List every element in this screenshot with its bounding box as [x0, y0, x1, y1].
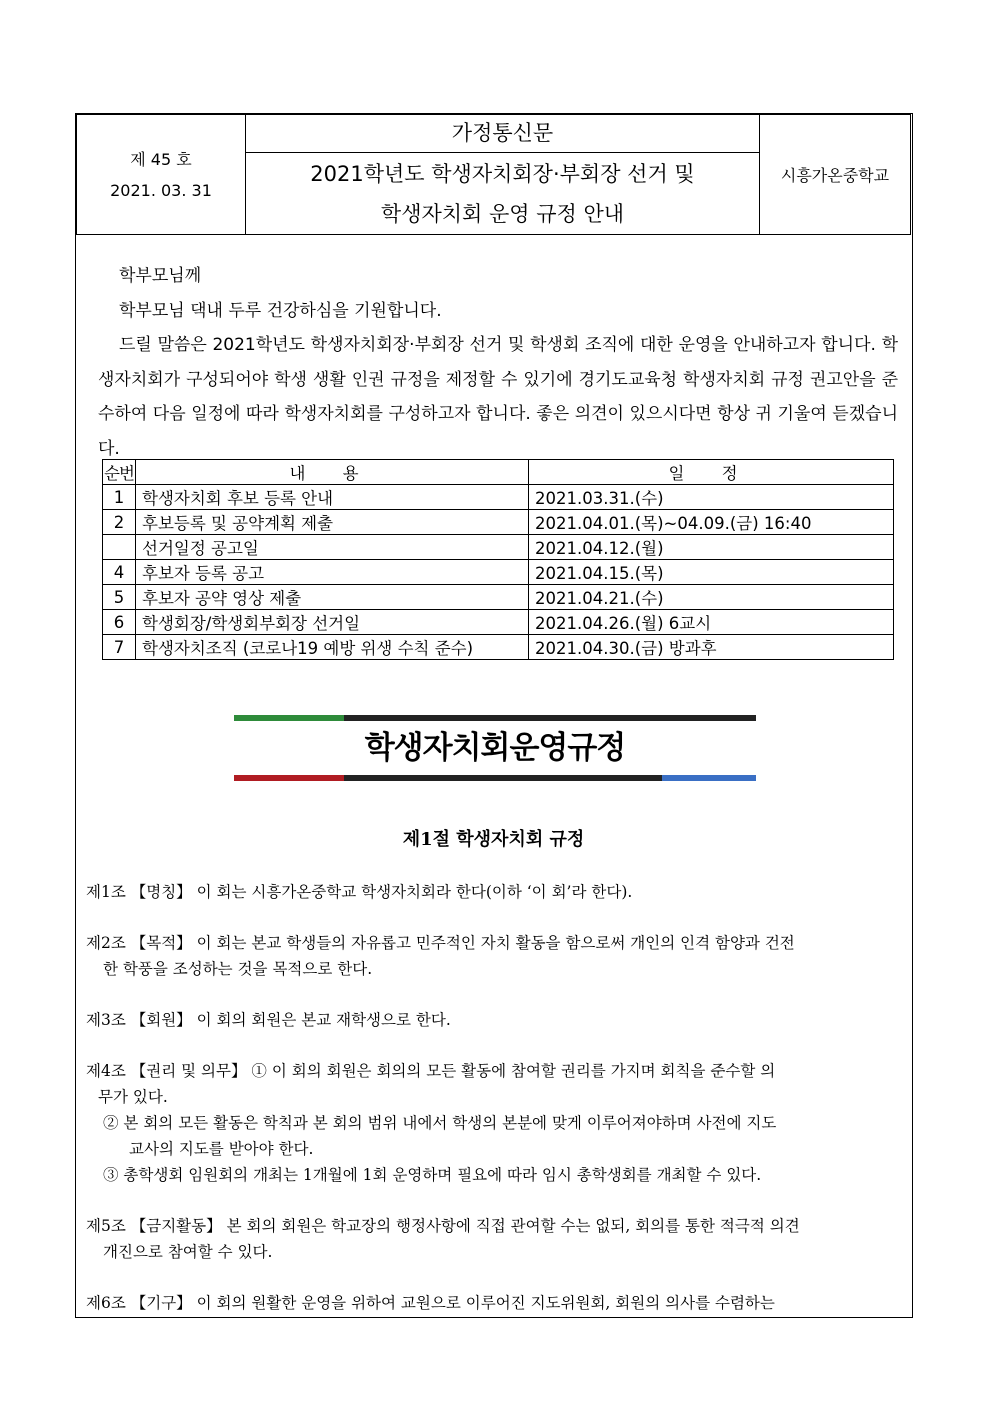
- article-4-item-2: ② 본 회의 모든 활동은 학칙과 본 회의 범위 내에서 학생의 본분에 맞게 이루어져야하며 사전에 지도: [103, 1114, 777, 1132]
- article-head: 제2조 【목적】: [86, 934, 192, 952]
- salutation: 학부모님께: [119, 266, 202, 286]
- row-content: 학생회장/학생회부회장 선거일: [136, 610, 529, 635]
- row-content: 후보자 등록 공고: [136, 560, 529, 585]
- article-4-item-3: ③ 총학생회 임원회의 개최는 1개월에 1회 운영하며 필요에 따라 임시 총학생회를 개최할 수 있다.: [103, 1166, 762, 1184]
- row-date: 2021.04.15.(목): [529, 560, 894, 585]
- schedule-row: [103, 560, 894, 585]
- title-cell: [246, 115, 760, 235]
- article-3: 제3조 【회원】 이 회의 회원은 본교 재학생으로 한다.: [86, 1011, 451, 1029]
- article-1: 제1조 【명칭】 이 회는 시흥가온중학교 학생자치회라 한다(이하 ‘이 회’라 한다).: [86, 883, 633, 901]
- row-date: 2021.04.21.(수): [529, 585, 894, 610]
- row-content: 후보등록 및 공약계획 제출: [136, 510, 529, 535]
- schedule-row: [103, 510, 894, 535]
- schedule-row: [103, 585, 894, 610]
- row-content: 학생자치회 후보 등록 안내: [136, 485, 529, 510]
- article-head: 제3조 【회원】: [86, 1011, 192, 1029]
- article-2: 제2조 【목적】 이 회는 본교 학생들의 자유롭고 민주적인 자치 활동을 함으로써 개인의 인격 함양과 건전 한 학풍을 조성하는 것을 목적으로 한다.: [86, 934, 795, 978]
- article-6: 제6조 【기구】 이 회의 원활한 운영을 위하여 교원으로 이루어진 지도위원회, 회원의 의사를 수렴하는: [86, 1294, 775, 1312]
- newsletter-header: [76, 114, 911, 235]
- header-no: 순번: [103, 460, 136, 485]
- header-content: 내 용: [136, 460, 529, 485]
- letter-body: [98, 259, 898, 466]
- page-frame: [75, 113, 913, 1318]
- rules-banner: [234, 715, 756, 781]
- row-no: 6: [103, 610, 136, 635]
- article-4: 제4조 【권리 및 의무】 ① 이 회의 회원은 회의의 모든 활동에 참여할 권리를 가지며 회칙을 준수할 의 무가 있다. ② 본 회의 모든 활동은 학칙과 본 회의 범위 내에서 학생의 본분에 맞게 이루어져야하며 사전에 지도 교사의 지도를 받아야 한다. ③ 총학생회 임원회의 개최는 1개월에 1회 운영하며 필요에 따라 임시 총학생회를 개최할 수 있다.: [86, 1058, 904, 1188]
- issue-cell: [77, 115, 246, 235]
- school-name: 시흥가온중학교: [760, 115, 911, 235]
- newsletter-subtitle: [246, 153, 759, 234]
- banner-title: 학생자치회운영규정: [364, 730, 626, 766]
- header-date: 일 정: [529, 460, 894, 485]
- issue-date: 2021. 03. 31: [110, 180, 212, 200]
- rules-body: [86, 879, 904, 1316]
- article-5: 제5조 【금지활동】 본 회의 회원은 학교장의 행정사항에 직접 관여할 수는 없되, 회의를 통한 적극적 의견 개진으로 참여할 수 있다.: [86, 1217, 800, 1261]
- schedule-row: [103, 485, 894, 510]
- banner-top-stripe: [234, 715, 756, 721]
- article-head: 제5조 【금지활동】: [86, 1217, 222, 1235]
- row-date: 2021.04.01.(목)~04.09.(금) 16:40: [529, 510, 894, 535]
- schedule-row: [103, 635, 894, 660]
- article-head: 제1조 【명칭】: [86, 883, 192, 901]
- schedule-header-row: [103, 460, 894, 485]
- row-no: 2: [103, 510, 136, 535]
- subtitle-line-1: 2021학년도 학생자치회장·부회장 선거 및: [310, 162, 695, 186]
- subtitle-line-2: 학생자치회 운영 규정 안내: [380, 202, 625, 226]
- section-title: 제1절 학생자치회 규정: [402, 829, 585, 850]
- row-no: 5: [103, 585, 136, 610]
- letter-paragraph: [98, 328, 898, 466]
- row-content: 학생자치조직 (코로나19 예방 위생 수칙 준수): [136, 635, 529, 660]
- row-date: 2021.04.30.(금) 방과후: [529, 635, 894, 660]
- letter-paragraph-text: 드릴 말씀은 2021학년도 학생자치회장·부회장 선거 및 학생회 조직에 대한 운영을 안내하고자 합니다. 학생자치회가 구성되어야 학생 생활 인권 규정을 제정할 수 있기에 경기도교육청 학생자치회 규정 권고안을 준수하여 다음 일정에 따라 학생자치회를 구성하고자 합니다. 좋은 의견이 있으시다면 항상 귀 기울여 듣겠습니다.: [98, 335, 898, 459]
- greeting: 학부모님 댁내 두루 건강하심을 기원합니다.: [119, 300, 442, 321]
- row-date: 2021.03.31.(수): [529, 485, 894, 510]
- row-content: 후보자 공약 영상 제출: [136, 585, 529, 610]
- row-date: 2021.04.26.(월) 6교시: [529, 610, 894, 635]
- article-head: 제4조 【권리 및 의무】: [86, 1062, 247, 1080]
- article-head: 제6조 【기구】: [86, 1294, 192, 1312]
- banner-bottom-stripe: [234, 775, 756, 781]
- newsletter-title: 가정통신문: [246, 115, 759, 153]
- row-no: [103, 535, 136, 560]
- row-no: 1: [103, 485, 136, 510]
- row-date: 2021.04.12.(월): [529, 535, 894, 560]
- row-no: 7: [103, 635, 136, 660]
- schedule-row: [103, 610, 894, 635]
- row-no: 4: [103, 560, 136, 585]
- schedule-table: [102, 459, 894, 660]
- row-content: 선거일정 공고일: [136, 535, 529, 560]
- schedule-row: [103, 535, 894, 560]
- issue-number: 제 45 호: [130, 149, 192, 169]
